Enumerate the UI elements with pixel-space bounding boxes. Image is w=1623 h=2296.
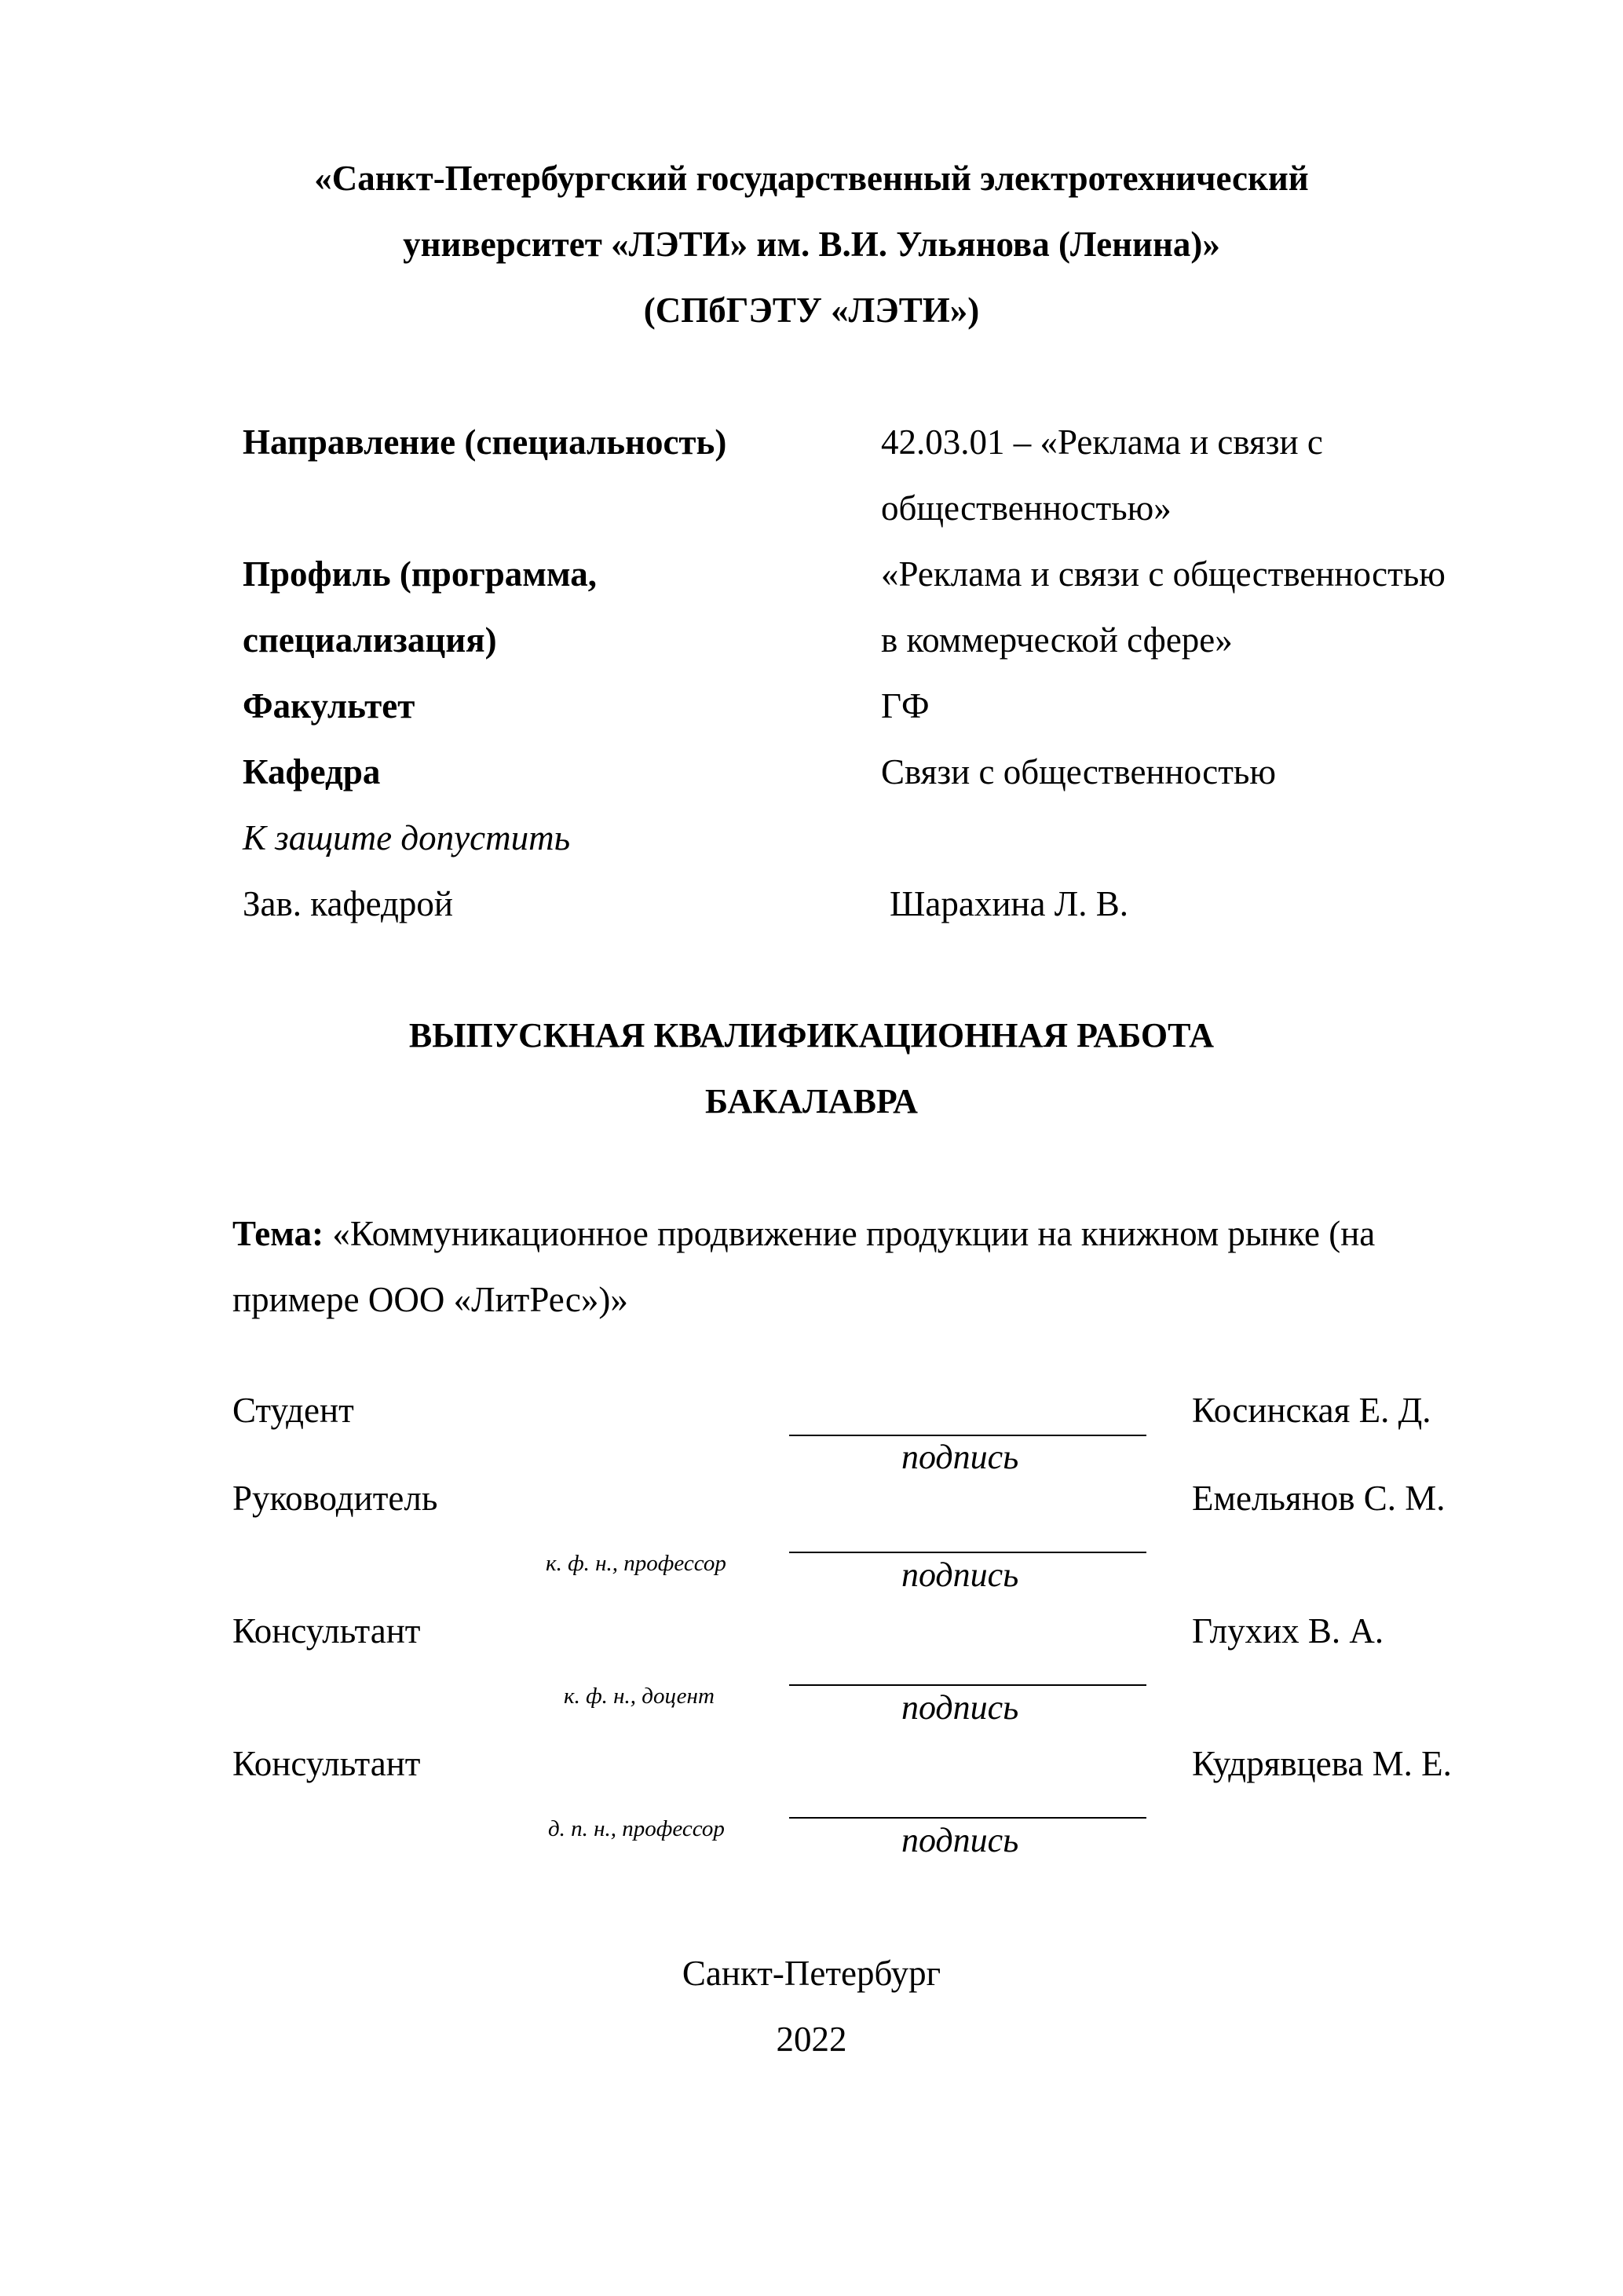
topic-line-2: примере ООО «ЛитРес»)» bbox=[232, 1280, 628, 1319]
university-name-line-2: университет «ЛЭТИ» им. В.И. Ульянова (Ленина)» bbox=[403, 225, 1220, 264]
direction-label: Направление (специальность) bbox=[243, 422, 727, 462]
profile-value-line-1: «Реклама и связи с общественностью bbox=[881, 554, 1446, 594]
signature-role-consultant-1: Консультант bbox=[232, 1611, 421, 1651]
profile-value-line-2: в коммерческой сфере» bbox=[881, 620, 1233, 660]
work-title-line-2: БАКАЛАВРА bbox=[705, 1082, 918, 1121]
faculty-value: ГФ bbox=[881, 686, 930, 726]
faculty-label: Факультет bbox=[243, 686, 415, 726]
profile-label-line-2: специализация) bbox=[243, 620, 497, 660]
signature-name-consultant-1: Глухих В. А. bbox=[1192, 1611, 1384, 1651]
university-name-line-1: «Санкт-Петербургский государственный электротехнический bbox=[314, 159, 1309, 198]
head-of-department-label: Зав. кафедрой bbox=[243, 884, 453, 923]
topic-text-1: «Коммуникационное продвижение продукции на книжном рынке (на bbox=[324, 1214, 1376, 1253]
admit-to-defense-label: К защите допустить bbox=[243, 818, 571, 857]
topic-line-1 bbox=[232, 1212, 1375, 1256]
direction-value-line-1: 42.03.01 – «Реклама и связи с bbox=[881, 422, 1323, 462]
signature-caption-supervisor: подпись bbox=[901, 1556, 1019, 1594]
signature-name-student: Косинская Е. Д. bbox=[1192, 1391, 1431, 1430]
department-value: Связи с общественностью bbox=[881, 752, 1276, 792]
signature-role-consultant-2: Консультант bbox=[232, 1744, 421, 1783]
signature-caption-consultant-1: подпись bbox=[901, 1688, 1019, 1727]
profile-label-line-1: Профиль (программа, bbox=[243, 554, 598, 594]
department-label: Кафедра bbox=[243, 752, 381, 792]
signature-caption-consultant-2: подпись bbox=[901, 1821, 1019, 1859]
signature-role-student: Студент bbox=[232, 1391, 354, 1430]
footer-city: Санкт-Петербург bbox=[682, 1954, 941, 1993]
signature-name-consultant-2: Кудрявцева М. Е. bbox=[1192, 1744, 1452, 1783]
university-abbreviation: (СПбГЭТУ «ЛЭТИ») bbox=[643, 291, 980, 330]
topic-label: Тема: bbox=[232, 1214, 324, 1253]
head-of-department-name: Шарахина Л. В. bbox=[890, 884, 1129, 923]
footer-year: 2022 bbox=[776, 2020, 847, 2059]
signature-degree-consultant-1: к. ф. н., доцент bbox=[564, 1684, 715, 1709]
signature-role-supervisor: Руководитель bbox=[232, 1479, 438, 1518]
signature-name-supervisor: Емельянов С. М. bbox=[1192, 1479, 1446, 1518]
signature-degree-consultant-2: д. п. н., профессор bbox=[548, 1816, 725, 1841]
work-title-line-1: ВЫПУСКНАЯ КВАЛИФИКАЦИОННАЯ РАБОТА bbox=[408, 1016, 1215, 1055]
signature-caption-student: подпись bbox=[901, 1438, 1019, 1476]
signature-degree-supervisor: к. ф. н., профессор bbox=[546, 1551, 726, 1576]
direction-value-line-2: общественностью» bbox=[881, 488, 1172, 528]
